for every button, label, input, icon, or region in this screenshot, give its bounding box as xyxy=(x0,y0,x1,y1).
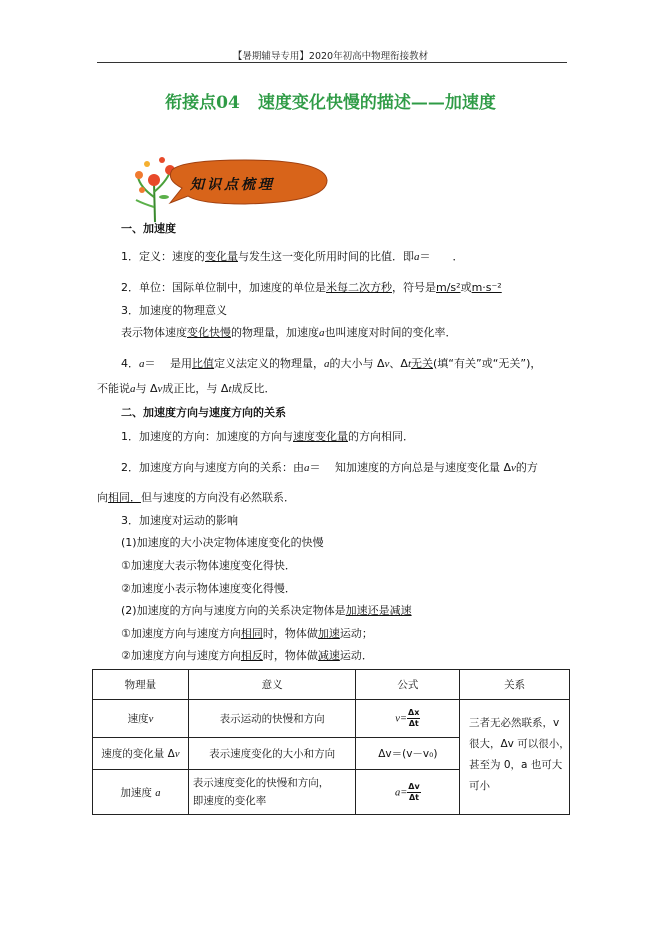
text: 但与速度的方向没有必然联系． xyxy=(141,491,295,504)
text: 的物理量，加速度 xyxy=(231,326,319,339)
title-prefix: 衔接点04 xyxy=(165,93,240,113)
meaning-cell: 表示速度变化的大小和方向 xyxy=(188,738,356,770)
text: 运动． xyxy=(339,649,373,662)
var-v: v xyxy=(511,462,516,474)
text: 表示速度变化的快慢和方向， xyxy=(192,777,330,789)
header-cell: 意义 xyxy=(188,670,356,700)
header-rule xyxy=(97,62,567,63)
text: 的方 xyxy=(515,461,538,474)
text: 时，物体做 xyxy=(262,627,318,640)
var-v: v xyxy=(174,749,180,760)
text: 速度的变化量 Δ xyxy=(101,748,175,760)
def-line xyxy=(121,248,464,264)
relation-line-cont xyxy=(97,489,295,505)
text: ＝ 知加速度的方向总是与速度变化量 Δ xyxy=(309,461,512,474)
header-cell: 公式 xyxy=(356,670,460,700)
formula-cell xyxy=(356,770,460,815)
text-underlined: 减速 xyxy=(317,649,340,662)
page-title xyxy=(0,88,661,113)
text: 时，物体做 xyxy=(262,649,318,662)
text-underlined: 米每二次方秒 xyxy=(326,281,392,294)
text: ＝ ． xyxy=(419,250,464,263)
title-main: 速度变化快慢的描述——加速度 xyxy=(257,93,496,113)
effect-heading: 3．加速度对运动的影响 xyxy=(121,514,238,527)
text: (2)加速度的方向与速度方向的关系决定物体是 xyxy=(121,604,346,617)
text-underlined: 变化快慢 xyxy=(187,326,231,339)
text: 的方向相同． xyxy=(348,430,414,443)
section-badge-label: 知识点梳理 xyxy=(190,177,275,193)
text-underlined: m/s² xyxy=(436,281,461,294)
var-v: v xyxy=(157,383,163,395)
var-a: a xyxy=(414,251,420,263)
effect-opposite xyxy=(121,647,373,663)
var-t: t xyxy=(228,383,232,395)
text: ，符号是 xyxy=(392,281,436,294)
text: 也叫速度对时间的变化率． xyxy=(324,326,457,339)
denominator: Δt xyxy=(408,719,419,728)
effect-magnitude: (1)加速度的大小决定物体速度变化的快慢 xyxy=(121,536,324,549)
page-header: 【暑期辅导专用】2020年初高中物理衔接教材 xyxy=(232,51,429,62)
text: 速度 xyxy=(127,713,149,725)
formula-lhs: v= xyxy=(395,713,408,725)
table-header-row xyxy=(93,670,570,700)
relation-line: 可小 xyxy=(469,780,490,792)
effect-same xyxy=(121,625,373,641)
text: 即速度的变化率 xyxy=(192,795,267,807)
meaning-cell: 表示运动的快慢和方向 xyxy=(188,700,356,738)
var-a: a xyxy=(324,358,330,370)
numerator: Δv xyxy=(408,781,420,791)
meaning-line xyxy=(121,324,457,340)
text: (填“有关”或“无关”)， xyxy=(433,357,542,370)
var-a: a xyxy=(155,787,161,799)
text: 成正比，与 Δ xyxy=(162,382,229,395)
var-v: v xyxy=(148,714,154,725)
text-underlined: 相反 xyxy=(240,649,263,662)
ratio-line xyxy=(121,355,541,371)
formula-lhs: a= xyxy=(394,787,408,798)
text: 向 xyxy=(97,491,108,504)
text: ①加速度方向与速度方向 xyxy=(121,627,241,640)
text-underlined: 变化量 xyxy=(205,250,238,263)
meaning-heading: 3．加速度的物理意义 xyxy=(121,304,227,317)
text: 定义法定义的物理量， xyxy=(214,357,324,370)
text-underlined: 加速还是减速 xyxy=(345,604,412,617)
var-v: v xyxy=(384,358,390,370)
relation-line: 很大，Δv 可以很小， xyxy=(469,738,570,750)
formula-cell xyxy=(356,700,460,738)
unit-line xyxy=(121,279,502,295)
text: 的大小与 Δ xyxy=(329,357,385,370)
text: 2．加速度方向与速度方向的关系：由 xyxy=(121,461,304,474)
var-a: a xyxy=(130,383,136,395)
text-underlined: 相同 xyxy=(240,627,263,640)
var-t: t xyxy=(407,358,412,370)
text: 不能说 xyxy=(97,382,130,395)
relation-line: 三者无必然联系，v xyxy=(469,717,560,729)
text: 、Δ xyxy=(389,357,408,370)
text: ＝ 是用 xyxy=(144,357,192,370)
fraction xyxy=(407,709,420,728)
text: 1．加速度的方向：加速度的方向与 xyxy=(121,430,293,443)
text: 4． xyxy=(121,357,139,370)
relation-text xyxy=(469,713,573,797)
quantity-cell xyxy=(93,700,189,738)
var-a: a xyxy=(319,327,325,339)
effect-fast: ①加速度大表示物体速度变化得快． xyxy=(121,559,296,572)
section2-heading: 二、加速度方向与速度方向的关系 xyxy=(121,406,286,419)
formula-cell: Δv＝(v－v₀) xyxy=(356,738,460,770)
effect-direction xyxy=(121,602,412,618)
relation-line xyxy=(121,459,538,475)
relation-line: 甚至为 0，a 也可大 xyxy=(469,759,563,771)
text: 加速度 xyxy=(120,786,152,799)
text: 与 Δ xyxy=(135,382,158,395)
header-cell: 物理量 xyxy=(93,670,189,700)
text: 与发生这一变化所用时间的比值．即 xyxy=(238,250,414,263)
text-underlined: 无关 xyxy=(411,357,434,370)
text-underlined: 比值 xyxy=(192,357,214,370)
text: 成反比． xyxy=(231,382,276,395)
text-underlined: 加速 xyxy=(317,627,340,640)
effect-slow: ②加速度小表示物体速度变化得慢． xyxy=(121,582,296,595)
fraction xyxy=(407,783,420,802)
var-a: a xyxy=(304,462,310,474)
var-a: a xyxy=(139,358,145,370)
text-underlined: 速度变化量 xyxy=(293,430,348,443)
text: 1．定义：速度的 xyxy=(121,250,205,263)
text: 2．单位：国际单位制中，加速度的单位是 xyxy=(121,281,326,294)
meaning-cell xyxy=(188,770,356,815)
text: 运动； xyxy=(339,627,373,640)
numerator: Δx xyxy=(408,708,420,717)
text-underlined: 相同． xyxy=(108,491,141,504)
text: 或 xyxy=(460,281,472,294)
text: 表示物体速度 xyxy=(121,326,187,339)
text: ②加速度方向与速度方向 xyxy=(121,649,241,662)
section1-heading: 一、加速度 xyxy=(121,222,176,235)
direction-line xyxy=(121,428,414,444)
ratio-line-cont xyxy=(97,380,276,396)
quantity-cell xyxy=(93,738,189,770)
header-cell: 关系 xyxy=(460,670,570,700)
text-underlined: m·s⁻² xyxy=(471,281,502,294)
quantity-cell xyxy=(93,770,189,815)
denominator: Δt xyxy=(408,792,419,802)
